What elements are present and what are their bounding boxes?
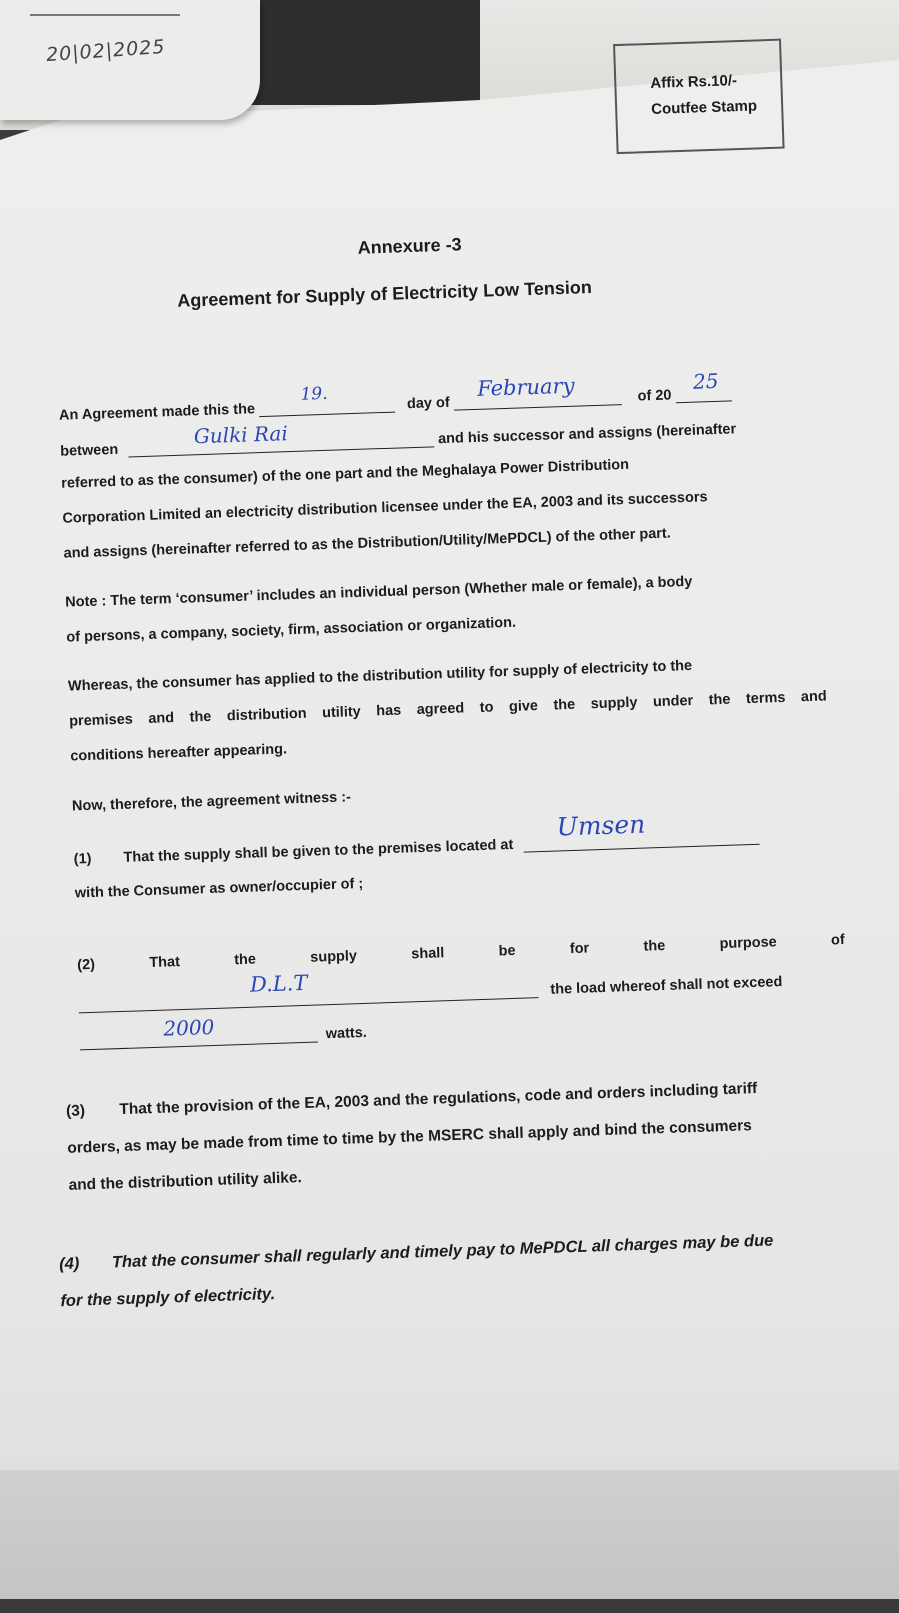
- clause-2-number: (2): [77, 956, 96, 974]
- word: under: [652, 692, 694, 711]
- handwritten-year: 25: [692, 368, 719, 394]
- clause-1-line-1: [73, 809, 759, 868]
- word: agreed: [416, 700, 465, 719]
- stamp-box: [613, 39, 785, 155]
- document-title: Agreement for Supply of Electricity Low Tension: [176, 277, 593, 311]
- word: premises: [68, 711, 134, 730]
- between-suffix: and his successor and assigns (hereinafter: [437, 421, 737, 448]
- word: purpose: [719, 934, 778, 953]
- month-blank: [453, 373, 622, 411]
- clause-3-line-3: and the distribution utility alike.: [68, 1169, 303, 1194]
- word: the: [708, 691, 731, 709]
- word: utility: [321, 703, 361, 722]
- clause-2-line-1: [77, 932, 845, 973]
- clause-3-number: (3): [65, 1102, 86, 1120]
- word: the: [189, 708, 212, 726]
- made-prefix: An Agreement made this the: [58, 401, 256, 424]
- word: the: [643, 937, 666, 955]
- clause-1-line-2: with the Consumer as owner/occupier of ;: [74, 875, 364, 902]
- word: be: [498, 942, 516, 960]
- word: of: [830, 931, 845, 949]
- watts-label: watts.: [325, 1024, 368, 1043]
- consumer-name-blank: [128, 421, 434, 457]
- handwritten-location: Umsen: [556, 809, 646, 842]
- year-label: of 20: [637, 387, 672, 405]
- between-label: between: [59, 441, 119, 460]
- agreement-line-2: [60, 418, 737, 459]
- word: give: [508, 698, 539, 715]
- clause-1-text: That the supply shall be given to the premises located at: [123, 836, 514, 866]
- day-of-label: day of: [406, 394, 450, 413]
- word: has: [375, 702, 402, 720]
- note-line-1: Note : The term ‘consumer’ includes an individual person (Whether male or female), a body: [64, 573, 693, 611]
- handwritten-date-note: 20|02|2025: [45, 35, 167, 67]
- word: That: [149, 954, 181, 972]
- clause-2-line-3: [79, 1014, 368, 1051]
- clause-3-line-1: [66, 1080, 758, 1121]
- clause-2-line-2: [78, 971, 782, 1013]
- word: and: [800, 688, 827, 706]
- annexure-heading: Annexure -3: [357, 234, 462, 258]
- whereas-line-3: conditions hereafter appearing.: [70, 741, 288, 765]
- clause-4-text: That the consumer shall regularly and timely pay to MePDCL all charges may be due: [111, 1231, 774, 1272]
- word: shall: [411, 945, 445, 963]
- clause-4-line-2: for the supply of electricity.: [60, 1285, 276, 1311]
- stamp-line-1: Affix Rs.10/-: [650, 72, 738, 92]
- stamp-line-2: Coutfee Stamp: [650, 97, 758, 118]
- clause-3-line-2: orders, as may be made from time to time by the MSERC shall apply and bind the consumers: [67, 1117, 752, 1157]
- handwritten-month: February: [476, 373, 575, 401]
- handwritten-load: 2000: [163, 1014, 215, 1041]
- word: the: [233, 951, 257, 969]
- handwritten-day: 19.: [300, 383, 328, 405]
- load-text: the load whereof shall not exceed: [550, 974, 783, 998]
- load-blank: [79, 1014, 317, 1051]
- agreement-line-3: referred to as the consumer) of the one part and the Meghalaya Power Distribution: [61, 456, 630, 492]
- clause-4-number: (4): [58, 1254, 80, 1274]
- handwritten-purpose: D.L.T: [249, 970, 308, 997]
- word: for: [569, 940, 590, 958]
- clause-3-text: That the provision of the EA, 2003 and the regulations, code and orders including tariff: [119, 1079, 758, 1119]
- agreement-line-5: and assigns (hereinafter referred to as the Distribution/Utility/MePDCL) of the other part.: [63, 525, 672, 562]
- word: to: [479, 699, 494, 716]
- clause-4-line-1: [59, 1232, 774, 1275]
- handwritten-consumer-name: Gulki Rai: [193, 421, 289, 449]
- word: and: [148, 710, 175, 727]
- word: supply: [590, 694, 638, 713]
- word: supply: [310, 948, 358, 966]
- day-blank: [259, 383, 396, 417]
- location-blank: [523, 809, 760, 853]
- agreement-line-4: Corporation Limited an electricity distribution licensee under the EA, 2003 and its successors: [62, 489, 708, 527]
- note-line-2: of persons, a company, society, firm, association or organization.: [66, 614, 517, 646]
- word: the: [553, 696, 576, 714]
- year-blank: [675, 368, 732, 403]
- whereas-line-2: [69, 688, 827, 729]
- word: terms: [745, 689, 786, 708]
- purpose-blank: [78, 970, 538, 1013]
- clause-1-number: (1): [73, 850, 92, 868]
- whereas-line-1: Whereas, the consumer has applied to the distribution utility for supply of electricity to the: [67, 657, 693, 695]
- witness-line: Now, therefore, the agreement witness :-: [71, 789, 352, 815]
- agreement-line-1: [58, 368, 732, 424]
- word: distribution: [226, 705, 307, 725]
